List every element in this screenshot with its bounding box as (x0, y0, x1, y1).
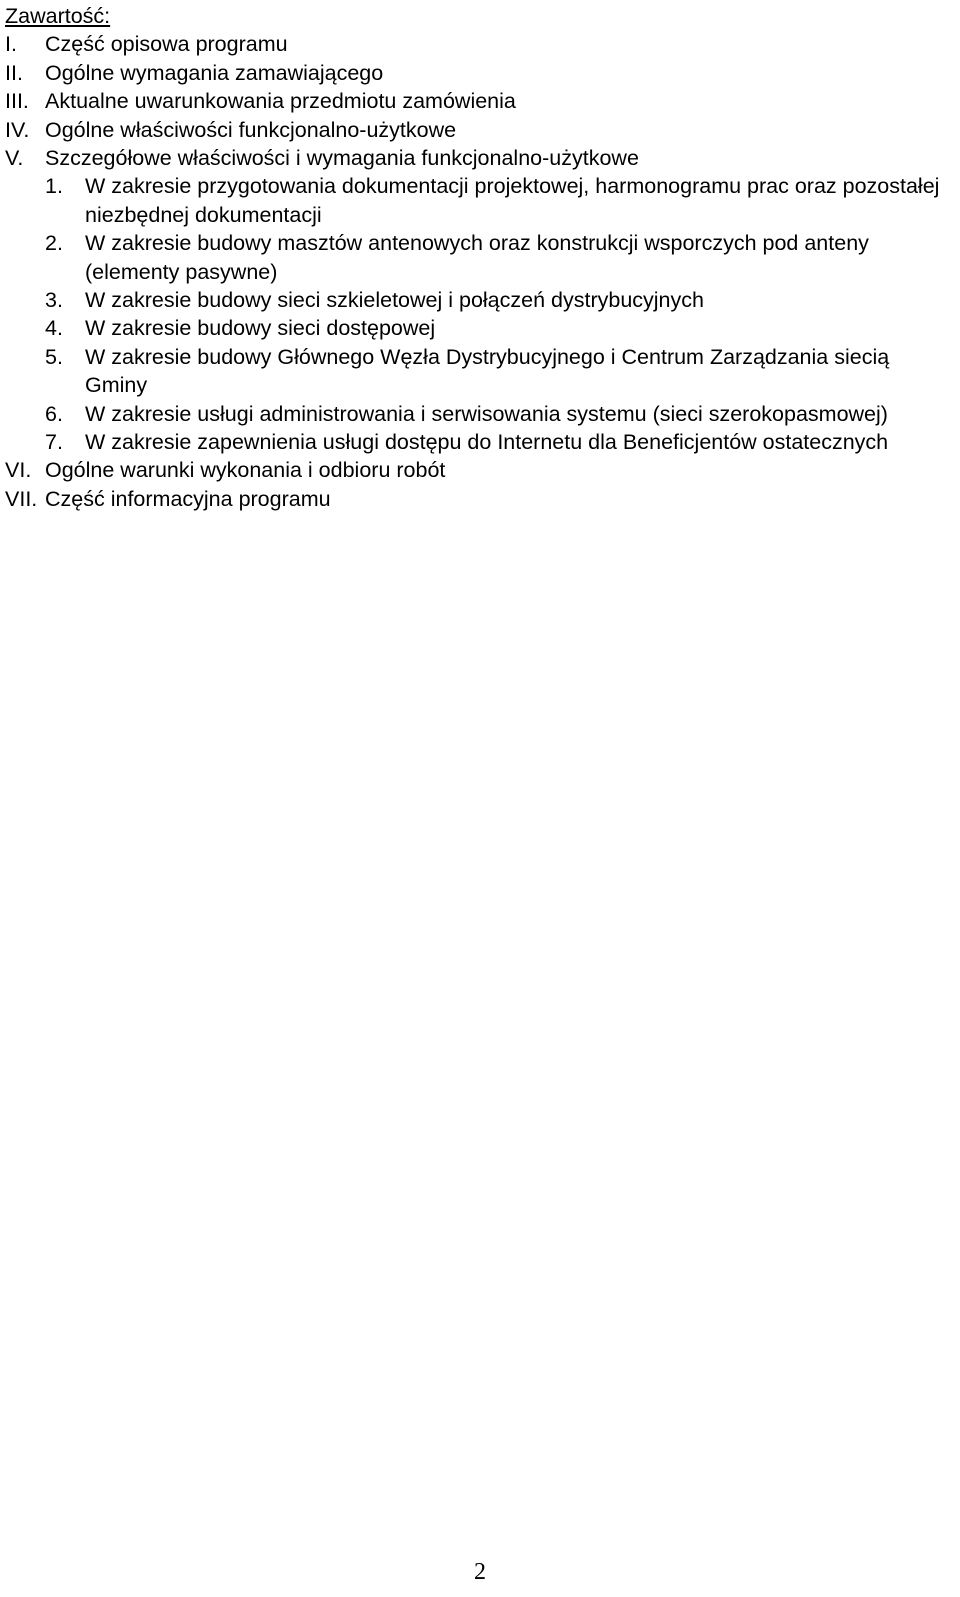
toc-subitem-number: 5. (45, 344, 63, 369)
toc-subitem-text: W zakresie budowy masztów antenowych oraz konstrukcji wsporczych pod anteny (elementy pasywne) (85, 231, 869, 284)
toc-item-label: Część informacyjna programu (45, 486, 331, 511)
toc-subitem-text: W zakresie budowy Głównego Węzła Dystrybucyjnego i Centrum Zarządzania siecią Gminy (85, 344, 890, 398)
toc-subitem-text: W zakresie budowy sieci dostępowej (85, 316, 436, 341)
page-number: 2 (474, 1559, 486, 1585)
toc-subitem-text: W zakresie przygotowania dokumentacji projektowej, harmonogramu prac oraz pozostałej niezbędnej dokumentacji (85, 174, 940, 227)
toc-subitem-6 (5, 400, 955, 428)
toc-sublist (5, 172, 955, 456)
toc-subitem-1 (5, 172, 955, 229)
toc-item-number: VII. (5, 486, 38, 511)
toc-subitem-number: 3. (45, 287, 63, 312)
toc-subitem-text: W zakresie budowy sieci szkieletowej i połączeń dystrybucyjnych (85, 287, 704, 312)
toc-subitem-number: 4. (45, 316, 63, 341)
toc-item-label: Ogólne właściwości funkcjonalno-użytkowe (45, 117, 457, 142)
toc-item-label: Ogólne wymagania zamawiającego (45, 60, 384, 85)
toc-item-6 (5, 456, 955, 484)
toc-item-label: Część opisowa programu (45, 32, 288, 57)
toc-subitem-5 (5, 343, 955, 400)
toc-title: Zawartość: (5, 4, 111, 28)
toc-subitem-number: 2. (45, 231, 63, 256)
toc-subitem-number: 7. (45, 430, 63, 454)
toc-item-2 (5, 59, 955, 87)
toc-item-number: II. (5, 60, 23, 85)
toc-item-3 (5, 87, 955, 115)
toc-subitem-7 (5, 428, 955, 456)
toc-item-label: Szczegółowe właściwości i wymagania funkcjonalno-użytkowe (45, 145, 639, 170)
toc-item-number: VI. (5, 458, 32, 483)
toc-subitem-text: W zakresie usługi administrowania i serwisowania systemu (sieci szerokopasmowej) (85, 401, 888, 426)
toc-item-number: V. (5, 145, 24, 170)
toc-item-1 (5, 30, 955, 58)
toc-item-label: Ogólne warunki wykonania i odbioru robót (45, 458, 446, 483)
toc-subitem-4 (5, 314, 955, 342)
toc-subitem-text: W zakresie zapewnienia usługi dostępu do Internetu dla Beneficjentów ostatecznych (85, 430, 889, 454)
toc-item-number: IV. (5, 117, 30, 142)
table-of-contents (5, 2, 955, 513)
toc-subitem-3 (5, 286, 955, 314)
toc-item-label: Aktualne uwarunkowania przedmiotu zamówienia (45, 89, 516, 114)
toc-subitem-number: 1. (45, 174, 63, 199)
toc-item-number: III. (5, 89, 29, 114)
toc-item-4 (5, 116, 955, 144)
toc-subitem-number: 6. (45, 401, 63, 426)
toc-item-number: I. (5, 32, 17, 57)
toc-subitem-2 (5, 229, 955, 286)
toc-item-5 (5, 144, 955, 172)
toc-item-7 (5, 485, 955, 513)
